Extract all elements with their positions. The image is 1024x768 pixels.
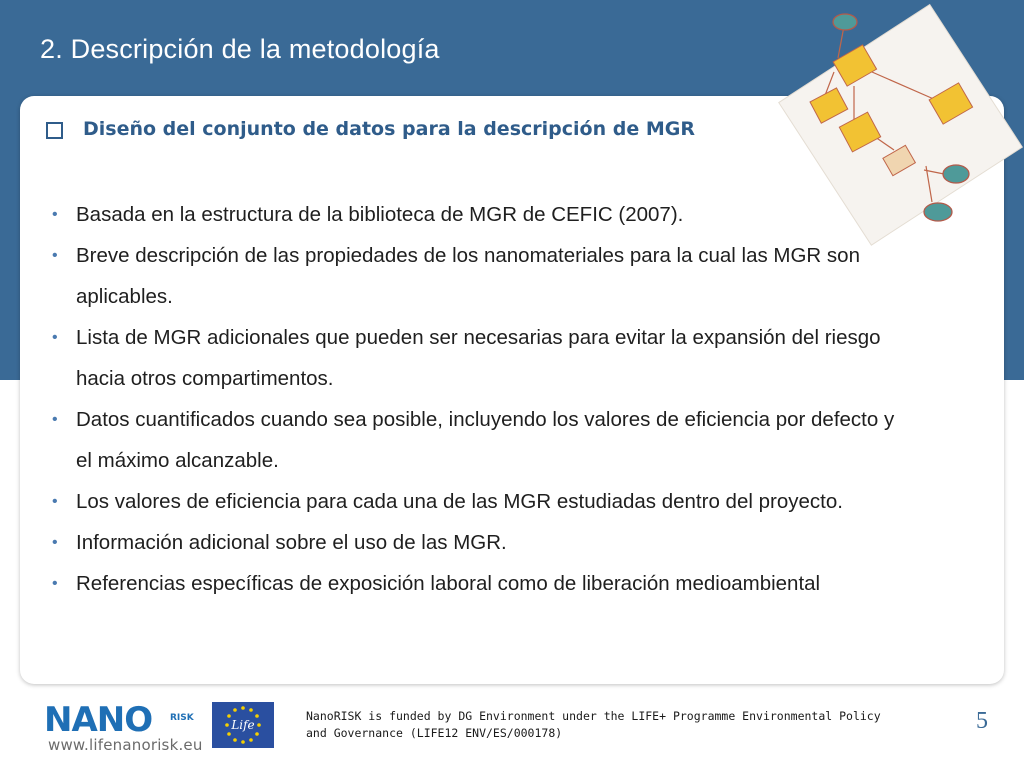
- flow-node: [833, 14, 857, 30]
- bullet-marker: •: [52, 534, 58, 551]
- bullet-list: [52, 194, 912, 604]
- bullet-text: Breve descripción de las propiedades de los nanomateriales para la cual las MGR son aplicables.: [76, 244, 860, 308]
- bullet-text: Lista de MGR adicionales que pueden ser necesarias para evitar la expansión del riesgo hacia otros compartimentos.: [76, 326, 881, 390]
- bullet-marker: •: [52, 247, 58, 264]
- funding-line-1: NanoRISK is funded by DG Environment under the LIFE+ Programme Environmental Policy: [306, 709, 881, 723]
- bullet-text: Referencias específicas de exposición laboral como de liberación medioambiental: [76, 572, 821, 595]
- list-item: [52, 399, 912, 481]
- bullet-text: Los valores de eficiencia para cada una de las MGR estudiadas dentro del proyecto.: [76, 490, 843, 513]
- flow-node: [924, 203, 952, 221]
- bullet-marker: •: [52, 493, 58, 510]
- list-item: [52, 522, 912, 563]
- bullet-text: Información adicional sobre el uso de las MGR.: [76, 531, 507, 554]
- list-item: [52, 235, 912, 317]
- page-number: 5: [976, 708, 988, 734]
- nanorisk-logo: [44, 702, 204, 736]
- logo-text-main: NANO: [44, 702, 153, 736]
- bullet-text: Datos cuantificados cuando sea posible, incluyendo los valores de eficiencia por defecto y el máximo alcanzable.: [76, 408, 895, 472]
- slide-title: 2. Descripción de la metodología: [40, 34, 440, 64]
- list-item: [52, 563, 912, 604]
- funding-statement: [306, 708, 906, 742]
- logo-text-sub: RISK: [170, 713, 194, 723]
- funding-line-2: and Governance (LIFE12 ENV/ES/000178): [306, 726, 563, 740]
- checkbox-icon: [46, 122, 63, 139]
- bullet-marker: •: [52, 575, 58, 592]
- life-logo-text: Life: [231, 718, 255, 732]
- list-item: [52, 481, 912, 522]
- bullet-marker: •: [52, 329, 58, 346]
- section-subtitle: [46, 118, 695, 140]
- website-link[interactable]: www.lifenanorisk.eu: [48, 736, 203, 754]
- bullet-marker: •: [52, 206, 58, 223]
- list-item: [52, 194, 912, 235]
- flow-node: [943, 165, 969, 183]
- eu-life-logo: [212, 702, 274, 748]
- subtitle-text: Diseño del conjunto de datos para la descripción de MGR: [83, 118, 695, 140]
- bullet-marker: •: [52, 411, 58, 428]
- bullet-text: Basada en la estructura de la biblioteca de MGR de CEFIC (2007).: [76, 203, 684, 226]
- list-item: [52, 317, 912, 399]
- footer: [0, 690, 1024, 768]
